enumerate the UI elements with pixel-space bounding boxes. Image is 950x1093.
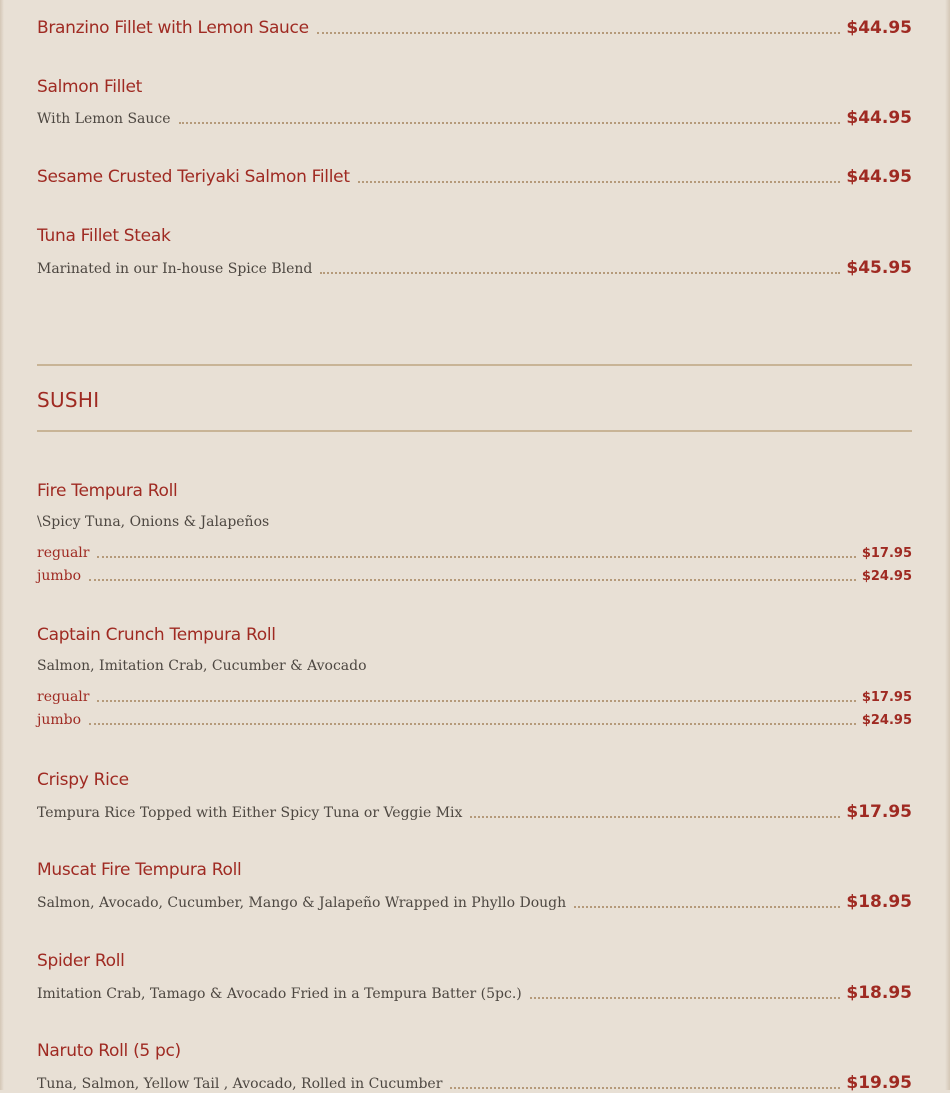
item-price: $19.95 <box>846 1073 912 1093</box>
item-price: $44.95 <box>846 18 912 38</box>
variant-row <box>37 711 912 729</box>
item-title: Sesame Crusted Teriyaki Salmon Fillet <box>37 167 350 187</box>
menu-item-spider-roll <box>37 951 912 1003</box>
menu-item-muscat-fire <box>37 860 912 912</box>
item-price: $18.95 <box>846 892 912 912</box>
variant-label: jumbo <box>37 712 82 728</box>
menu-item-sesame-salmon <box>37 167 912 187</box>
item-description: Marinated in our In-house Spice Blend <box>37 261 313 277</box>
dotted-leader <box>530 996 841 999</box>
dotted-leader <box>450 1086 840 1089</box>
item-price: $44.95 <box>846 108 912 128</box>
variant-label: jumbo <box>37 568 82 584</box>
variant-price: $24.95 <box>861 569 912 584</box>
menu-item-branzino <box>37 18 912 38</box>
dotted-leader <box>574 905 840 908</box>
item-price: $45.95 <box>846 258 912 278</box>
variant-row <box>37 688 912 706</box>
variant-label: regualr <box>37 689 90 705</box>
item-price: $17.95 <box>846 802 912 822</box>
item-title: Spider Roll <box>37 951 125 971</box>
item-description: Imitation Crab, Tamago & Avocado Fried in a Tempura Batter (5pc.) <box>37 986 522 1002</box>
item-title: Muscat Fire Tempura Roll <box>37 860 242 880</box>
item-title: Naruto Roll (5 pc) <box>37 1041 181 1061</box>
menu-item-tuna-steak <box>37 226 912 278</box>
variant-price: $17.95 <box>861 690 912 705</box>
item-description: Salmon, Imitation Crab, Cucumber & Avocado <box>37 658 367 674</box>
item-description: With Lemon Sauce <box>37 111 171 127</box>
dotted-leader <box>89 578 856 581</box>
dotted-leader <box>470 815 840 818</box>
page-left-edge <box>0 0 4 1090</box>
section-divider-bottom <box>37 430 912 432</box>
dotted-leader <box>89 722 856 725</box>
item-description: \Spicy Tuna, Onions & Jalapeños <box>37 514 270 530</box>
item-title: Tuna Fillet Steak <box>37 226 171 246</box>
dotted-leader <box>179 121 841 124</box>
dotted-leader <box>320 271 840 274</box>
item-title: Branzino Fillet with Lemon Sauce <box>37 18 309 38</box>
variant-price: $24.95 <box>861 713 912 728</box>
dotted-leader <box>97 699 855 702</box>
variant-label: regualr <box>37 545 90 561</box>
item-title: Salmon Fillet <box>37 77 143 97</box>
item-description: Tempura Rice Topped with Either Spicy Tuna or Veggie Mix <box>37 805 463 821</box>
variant-price: $17.95 <box>861 546 912 561</box>
menu-item-crispy-rice <box>37 770 912 822</box>
dotted-leader <box>97 555 855 558</box>
menu-item-captain-crunch <box>37 625 912 729</box>
variant-row <box>37 567 912 585</box>
item-title: Crispy Rice <box>37 770 129 790</box>
item-title: Captain Crunch Tempura Roll <box>37 625 276 645</box>
menu-item-salmon-fillet <box>37 77 912 128</box>
item-price: $18.95 <box>846 983 912 1003</box>
variant-row <box>37 544 912 562</box>
dotted-leader <box>358 180 841 183</box>
item-description: Salmon, Avocado, Cucumber, Mango & Jalapeño Wrapped in Phyllo Dough <box>37 895 567 911</box>
dotted-leader <box>317 31 841 34</box>
item-price: $44.95 <box>846 167 912 187</box>
page-right-edge <box>945 0 950 1090</box>
menu-item-fire-tempura <box>37 481 912 585</box>
item-title: Fire Tempura Roll <box>37 481 178 501</box>
item-description: Tuna, Salmon, Yellow Tail , Avocado, Rolled in Cucumber <box>37 1076 443 1092</box>
section-title: SUSHI <box>37 388 100 412</box>
menu-item-naruto-roll <box>37 1041 912 1093</box>
section-divider-top <box>37 364 912 366</box>
